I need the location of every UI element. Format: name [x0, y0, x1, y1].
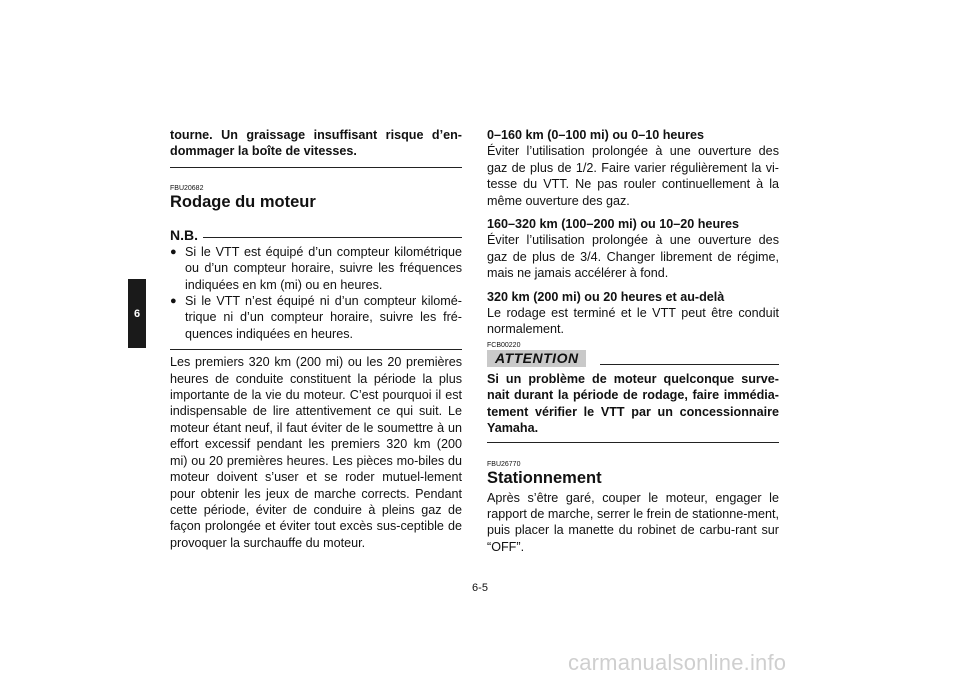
- left-column: [170, 127, 462, 551]
- attention-header: [487, 350, 779, 368]
- nb-item-text: Si le VTT n’est équipé ni d’un compteur kilomé-trique ni d’un compteur horaire, suivre les fré-quences indiquées en heures.: [185, 294, 462, 341]
- attention-end-rule: [487, 442, 779, 443]
- stationnement-text: Après s’être garé, couper le moteur, engager le rapport de marche, serrer le frein de stationne-ment, puis placer la manette du robinet de carbu-rant sur “OFF”.: [487, 490, 779, 554]
- section-code: FBU26770: [487, 460, 521, 468]
- nb-rule: [203, 237, 462, 238]
- stage3-text: Le rodage est terminé et le VTT peut être conduit normalement.: [487, 306, 779, 337]
- section-title-stationnement: Stationnement: [487, 468, 602, 487]
- warning-continuation: tourne. Un graissage insuffisant risque d’en-dommager la boîte de vitesses.: [170, 128, 462, 159]
- nb-header: [170, 226, 462, 244]
- stage2-title: 160–320 km (100–200 mi) ou 10–20 heures: [487, 217, 740, 232]
- section-code: FBU20682: [170, 184, 204, 192]
- nb-item-text: Si le VTT est équipé d’un compteur kilométrique ou d’un compteur horaire, suivre les fréquences indiquées en km (mi) ou en heures.: [185, 244, 462, 292]
- nb-item: [170, 244, 462, 293]
- attention-code: FCB00220: [487, 341, 521, 349]
- section-title-rodage: Rodage du moteur: [170, 192, 316, 211]
- nb-item: [170, 293, 462, 342]
- bullet-icon: ●: [170, 295, 177, 308]
- stage1-text: Éviter l’utilisation prolongée à une ouverture des gaz de plus de 1/2. Faire varier régulièrement la vi-tesse du VTT. Ne pas rouler continuellement à la même ouverture des gaz.: [487, 144, 779, 208]
- stage2-text: Éviter l’utilisation prolongée à une ouverture des gaz de plus de 3/4. Changer librement de régime, mais ne jamais accélérer à fond.: [487, 233, 779, 281]
- watermark: carmanualsonline.info: [568, 650, 787, 675]
- rodage-paragraph: Les premiers 320 km (200 mi) ou les 20 premières heures de conduite constituent la période la plus importante de la vie du moteur. C’est pourquoi il est indispensable de lire attentivement ce qui suit. Le moteur étant neuf, il faut éviter de le soumettre à un effort excessif pendant les premiers 320 km (200 mi) ou 20 premières heures. Les pièces mo-biles du moteur doivent s’user et se roder mutuel-lement pour obtenir les jeux de marche corrects. Pendant cette période, éviter de conduire à pleins gaz de façon prolongée et éviter tout excès sus-ceptible de provoquer la surchauffe du moteur.: [170, 355, 462, 550]
- stage1-title: 0–160 km (0–100 mi) ou 0–10 heures: [487, 128, 705, 142]
- stage3-title: 320 km (200 mi) ou 20 heures et au-delà: [487, 289, 725, 304]
- nb-label: N.B.: [170, 226, 198, 243]
- page-number: 6-5: [472, 582, 488, 594]
- nb-end-rule: [170, 349, 462, 350]
- attention-text: Si un problème de moteur quelconque surve-nait durant la période de rodage, faire immédia-tement vérifier le VTT par un concessionnaire Yamaha.: [487, 371, 779, 436]
- divider: [170, 167, 462, 168]
- attention-label: ATTENTION: [487, 350, 586, 367]
- bullet-icon: ●: [170, 245, 177, 258]
- chapter-number: 6: [133, 307, 141, 320]
- right-column: [487, 127, 779, 555]
- attention-rule: [600, 364, 779, 365]
- chapter-tab: [128, 279, 146, 348]
